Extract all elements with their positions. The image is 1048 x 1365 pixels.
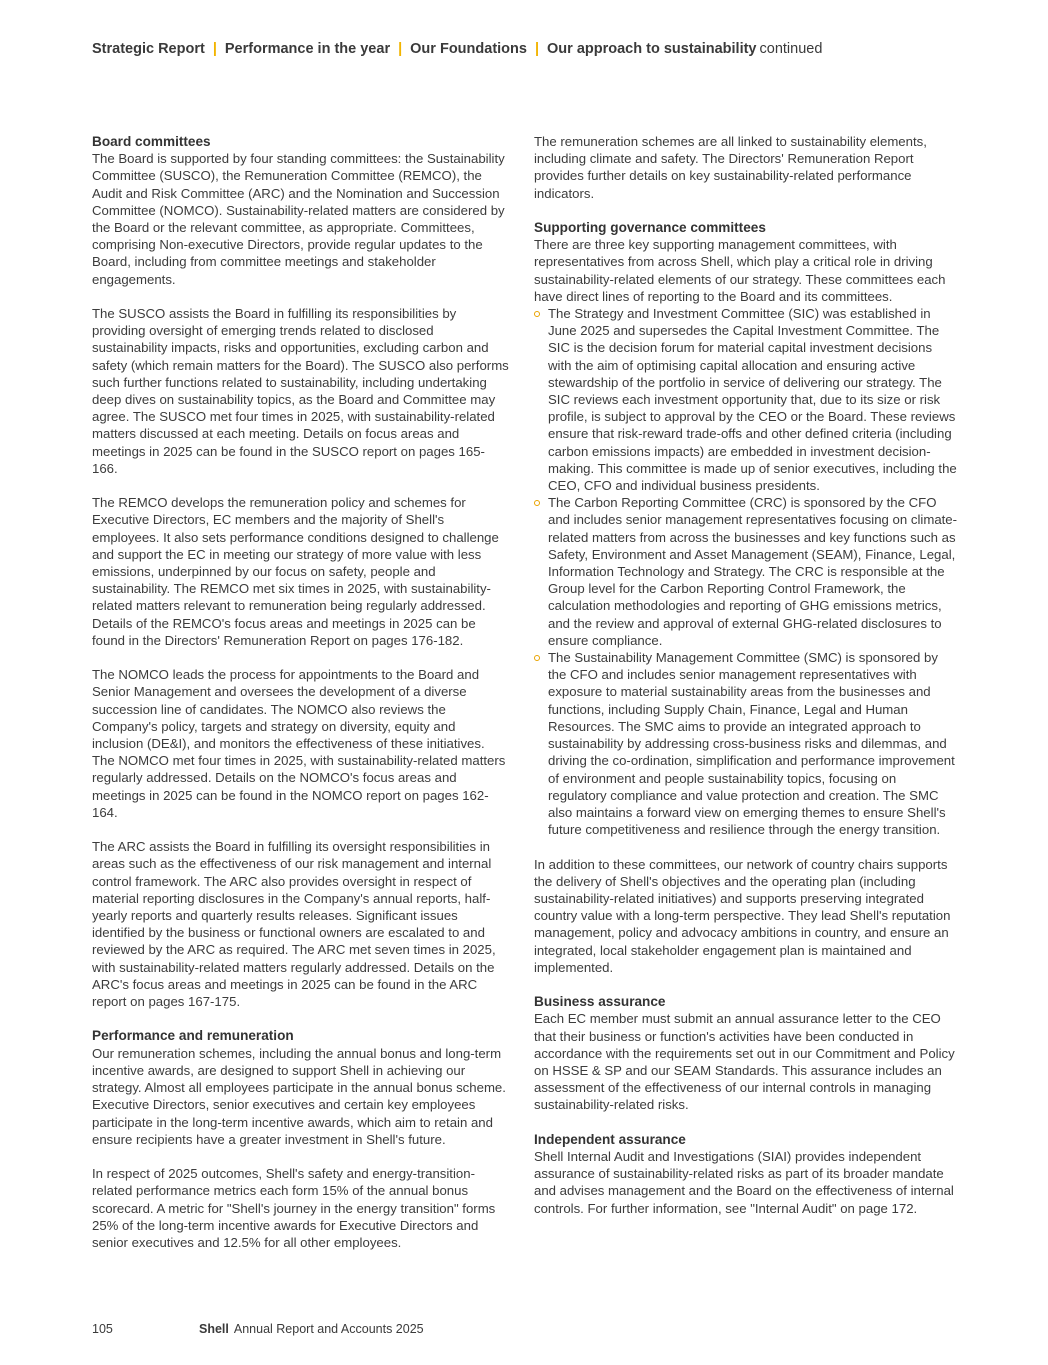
- paragraph-business-assurance: Each EC member must submit an annual assurance letter to the CEO that their business or function's activities have been conducted in accordance with the requirements set out in our Commitment and Policy on HSSE & SP and our SEAM Standards. This assurance includes an assessment of the effectiveness of our internal controls in managing sustainability-related risks.: [534, 1011, 955, 1113]
- paragraph-board-intro: The Board is supported by four standing committees: the Sustainability Committee (SUSCO), the Remuneration Committee (REMCO), the Audit and Risk Committee (ARC) and the Nomination and Succession Committee (NOMCO). Sustainability-related matters are considered by the Board or the relevant committee, as appropriate. Committees, comprising Non-executive Directors, provide regular updates to the Board, including from committee meetings and stakeholder engagements.: [92, 151, 505, 287]
- paragraph-remuneration-schemes: Our remuneration schemes, including the annual bonus and long-term incentive awards, are designed to support Shell in achieving our strategy. Almost all employees participate in the annual bonus scheme. Executive Directors, senior executives and certain key employees participate in the long-term incentive awards, which aim to retain and ensure recipients have a greater investment in Shell's future.: [92, 1045, 506, 1147]
- paragraph-remuneration-links: The remuneration schemes are all linked to sustainability elements, including climate and safety. The Directors' Remuneration Report provides further details on key sustainability-related performance indicators.: [534, 134, 927, 201]
- left-column: [92, 133, 510, 1268]
- paragraph-susco: The SUSCO assists the Board in fulfilling its responsibilities by providing oversight of emerging trends related to disclosed sustainability impacts, risks and opportunities, excluding carbon and safety (which remain matters for the Board). The SUSCO also performs such further functions related to sustainability, including undertaking deep dives on sustainability topics, as the Board and Committee may agree. The SUSCO met four times in 2025, with sustainability-related matters discussed at each meeting. Details on focus areas and meetings in 2025 can be found in the SUSCO report on pages 165-166.: [92, 306, 509, 476]
- section-heading-business-assurance: Business assurance: [534, 994, 666, 1010]
- committee-list: [534, 305, 958, 838]
- paragraph-remco: The REMCO develops the remuneration policy and schemes for Executive Directors, EC members and the majority of Shell's employees. It also sets performance conditions designed to challenge and support the EC in meeting our strategy of more value with less emissions, underpinned by our focus on safety, people and sustainability. The REMCO met six times in 2025, with sustainability-related matters relevant to remuneration being regularly addressed. Details of the REMCO's focus areas and meetings in 2025 can be found in the Directors' Remuneration Report on pages 176-182.: [92, 495, 499, 648]
- breadcrumb-separator: |: [398, 41, 403, 57]
- section-heading-board-committees: Board committees: [92, 134, 211, 149]
- breadcrumb-sustainability[interactable]: Our approach to sustainability: [547, 41, 757, 57]
- right-column: [534, 133, 958, 1234]
- breadcrumb-performance-in-the-year[interactable]: Performance in the year: [224, 41, 391, 57]
- paragraph-nomco: The NOMCO leads the process for appointments to the Board and Senior Management and oversees the development of a diverse succession line of candidates. The NOMCO also reviews the Company's policy, targets and strategy on diversity, equity and inclusion (DE&I), and monitors the effectiveness of these initiatives. The NOMCO met four times in 2025, with sustainability-related matters regularly addressed. Details on the NOMCO's focus areas and meetings in 2025 can be found in the NOMCO report on pages 162-164.: [92, 667, 506, 820]
- paragraph-arc: The ARC assists the Board in fulfilling its oversight responsibilities in areas such as the effectiveness of our risk management and internal control framework. The ARC also provides oversight in respect of material reporting disclosures in the Company's annual reports, half-yearly reports and quarterly results releases. Significant issues identified by the business or functional owners are escalated to and reviewed by the ARC as required. The ARC met seven times in 2025, with sustainability-related matters regularly addressed. Details on the ARC's focus areas and meetings in 2025 can be found in the ARC report on pages 167-175.: [92, 839, 496, 1010]
- report-title: Annual Report and Accounts 2025: [233, 1322, 424, 1336]
- breadcrumb-our-foundations[interactable]: Our Foundations: [410, 41, 527, 57]
- breadcrumb-strategic-report[interactable]: Strategic Report: [92, 41, 205, 57]
- breadcrumb-separator: |: [534, 41, 540, 57]
- paragraph-independent-assurance: Shell Internal Audit and Investigations (SIAI) provides independent assurance of sustainability-related risks as part of its broader mandate and advises management and the Board on the effectiveness of internal controls. For further information, see "Internal Audit" on page 172.: [534, 1148, 954, 1216]
- list-item-crc: The Carbon Reporting Committee (CRC) is sponsored by the CFO and includes senior management representatives focusing on climate-related matters from across the businesses and key functions such as Safety, Environment and Asset Management (SEAM), Finance, Legal, Information Technology and Strategy. The CRC is responsible at the Group level for the Carbon Reporting Control Framework, the calculation methodologies and reporting of GHG emissions metrics, and the review and approval of external GHG-related disclosures to ensure compliance.: [534, 494, 958, 649]
- breadcrumb: [92, 41, 822, 57]
- section-heading-performance-remuneration: Performance and remuneration: [92, 1028, 294, 1044]
- breadcrumb-continued: continued: [759, 41, 823, 57]
- list-item-sic: The Strategy and Investment Committee (SIC) was established in June 2025 and supersedes the Capital Investment Committee. The SIC is the decision forum for material capital investment decisions with the aim of optimising capital allocation and ensuring active stewardship of the portfolio in service of delivering our strategy. The SIC reviews each investment opportunity that, due to its size or risk profile, is subject to approval by the CEO or the Board. These reviews ensure that risk-reward trade-offs and other defined criteria (including carbon emissions impacts) are embedded in investment decision-making. This committee is made up of senior executives, including the CEO, CFO and individual business presidents.: [534, 305, 958, 494]
- page-number: 105: [92, 1322, 113, 1336]
- brand-name: Shell: [199, 1322, 229, 1336]
- paragraph-2025-outcomes: In respect of 2025 outcomes, Shell's safety and energy-transition-related performance metrics each form 15% of the annual bonus scorecard. A metric for "Shell's journey in the energy transition" forms 25% of the long-term incentive awards for Executive Directors and senior executives and 12.5% for all other employees.: [92, 1166, 496, 1250]
- paragraph-country-chairs: In addition to these committees, our network of country chairs supports the delivery of Shell's objectives and the operating plan (including sustainability-related initiatives) and supports preserving integrated country value with a long-term perspective. They lead Shell's reputation management, policy and advocacy ambitions in country, and ensure an integrated, local stakeholder engagement plan is maintained and implemented.: [534, 856, 951, 975]
- section-heading-independent-assurance: Independent assurance: [534, 1131, 686, 1147]
- list-item-smc: The Sustainability Management Committee (SMC) is sponsored by the CFO and includes senior management representatives with exposure to material sustainability areas from the businesses and functions, including Supply Chain, Finance, Legal and Human Resources. The SMC aims to provide an integrated approach to sustainability by addressing cross-business risks and dilemmas, and driving the co-ordination, simplification and performance improvement of environment and people sustainability topics, focusing on regulatory compliance and value protection and creation. The SMC also maintains a forward view on emerging themes to ensure Shell's future competitiveness and resilience through the energy transition.: [534, 649, 958, 838]
- section-heading-supporting-governance: Supporting governance committees: [534, 220, 766, 235]
- breadcrumb-separator: |: [212, 41, 217, 57]
- page-footer: [92, 1322, 424, 1336]
- paragraph-supporting-intro: There are three key supporting management committees, with representatives from across Shell, which play a critical role in driving sustainability-related elements of our strategy. These committees each have direct lines of reporting to the Board and its committees.: [534, 237, 946, 304]
